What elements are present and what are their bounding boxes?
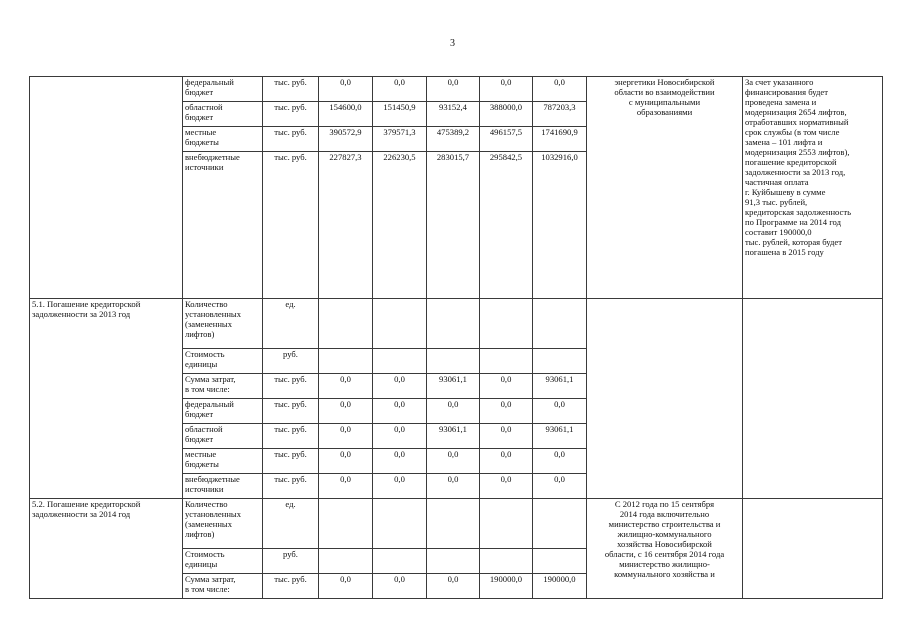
value-cell: 151450,9 (373, 102, 427, 127)
value-cell: 0,0 (319, 574, 373, 599)
indicator-label: Сумма затрат, в том числе: (183, 574, 263, 599)
indicator-label: областной бюджет (183, 424, 263, 449)
value-cell: 93061,1 (533, 374, 587, 399)
indicator-label: Количество установленных (замененных лифтов) (183, 299, 263, 349)
value-cell: 0,0 (319, 399, 373, 424)
value-cell (319, 549, 373, 574)
value-cell: 0,0 (533, 449, 587, 474)
value-cell: 0,0 (427, 449, 480, 474)
value-cell: 0,0 (480, 374, 533, 399)
unit-cell: тыс. руб. (263, 374, 319, 399)
result-cell-empty (743, 299, 883, 499)
value-cell: 0,0 (373, 374, 427, 399)
value-cell: 0,0 (480, 449, 533, 474)
unit-cell: тыс. руб. (263, 102, 319, 127)
value-cell: 1741690,9 (533, 127, 587, 152)
value-cell (533, 549, 587, 574)
value-cell: 190000,0 (480, 574, 533, 599)
value-cell (480, 549, 533, 574)
unit-cell: тыс. руб. (263, 474, 319, 499)
value-cell (480, 349, 533, 374)
executor-cell-empty (587, 299, 743, 499)
value-cell (427, 549, 480, 574)
indicator-label: Стоимость единицы (183, 349, 263, 374)
event-cell-empty (30, 77, 183, 299)
unit-cell: руб. (263, 549, 319, 574)
value-cell: 0,0 (373, 474, 427, 499)
indicator-label: Стоимость единицы (183, 549, 263, 574)
source-label: федеральный бюджет (183, 77, 263, 102)
value-cell: 283015,7 (427, 152, 480, 299)
unit-cell: тыс. руб. (263, 127, 319, 152)
value-cell: 0,0 (480, 474, 533, 499)
value-cell: 388000,0 (480, 102, 533, 127)
value-cell (373, 349, 427, 374)
value-cell: 93061,1 (427, 374, 480, 399)
indicator-label: Количество установленных (замененных лифтов) (183, 499, 263, 549)
source-label: областной бюджет (183, 102, 263, 127)
indicator-label: местные бюджеты (183, 449, 263, 474)
value-cell: 0,0 (427, 399, 480, 424)
unit-cell: тыс. руб. (263, 574, 319, 599)
unit-cell: тыс. руб. (263, 399, 319, 424)
value-cell (373, 499, 427, 549)
table-row (30, 499, 883, 549)
value-cell: 0,0 (427, 474, 480, 499)
value-cell (533, 499, 587, 549)
value-cell: 226230,5 (373, 152, 427, 299)
value-cell (319, 299, 373, 349)
value-cell (533, 299, 587, 349)
value-cell (319, 349, 373, 374)
value-cell: 0,0 (373, 449, 427, 474)
value-cell (480, 499, 533, 549)
section-5-1-title: 5.1. Погашение кредиторской задолженности за 2013 год (30, 299, 183, 499)
value-cell: 0,0 (319, 474, 373, 499)
value-cell: 1032916,0 (533, 152, 587, 299)
value-cell: 190000,0 (533, 574, 587, 599)
result-cell-empty (743, 499, 883, 599)
indicator-label: федеральный бюджет (183, 399, 263, 424)
value-cell: 0,0 (533, 399, 587, 424)
indicator-label: Сумма затрат, в том числе: (183, 374, 263, 399)
result-cell: За счет указанного финансирования будет проведена замена и модернизация 2654 лифтов, отработавших нормативный срок службы (в том числе замена – 101 лифта и модернизация 2553 лифтов), погашение кредиторской задолженности за 2013 год, частичная оплата г. Куйбышеву в сумме 91,3 тыс. рублей, кредиторская задолженность по Программе на 2014 год составит 190000,0 тыс. рублей, которая будет погашена в 2015 году (743, 77, 883, 299)
value-cell: 0,0 (373, 77, 427, 102)
table-row (30, 77, 883, 102)
value-cell: 0,0 (319, 374, 373, 399)
value-cell: 0,0 (319, 449, 373, 474)
value-cell: 475389,2 (427, 127, 480, 152)
value-cell (427, 299, 480, 349)
value-cell: 0,0 (533, 77, 587, 102)
source-label: внебюджетные источники (183, 152, 263, 299)
value-cell: 0,0 (480, 399, 533, 424)
executor-cell: С 2012 года по 15 сентября 2014 года включительно министерство строительства и жилищно-коммунального хозяйства Новосибирской области, с 16 сентября 2014 года министерство жилищно- коммунального хозяйства и (587, 499, 743, 599)
section-5-2-title: 5.2. Погашение кредиторской задолженности за 2014 год (30, 499, 183, 599)
value-cell: 295842,5 (480, 152, 533, 299)
unit-cell: ед. (263, 499, 319, 549)
indicator-label: внебюджетные источники (183, 474, 263, 499)
value-cell: 0,0 (319, 77, 373, 102)
program-table (29, 76, 883, 599)
value-cell (373, 299, 427, 349)
value-cell (427, 349, 480, 374)
value-cell: 0,0 (480, 77, 533, 102)
value-cell (480, 299, 533, 349)
value-cell (533, 349, 587, 374)
value-cell: 496157,5 (480, 127, 533, 152)
value-cell: 0,0 (533, 474, 587, 499)
page-number: 3 (450, 38, 455, 49)
value-cell: 0,0 (427, 574, 480, 599)
value-cell: 93061,1 (533, 424, 587, 449)
value-cell: 379571,3 (373, 127, 427, 152)
value-cell: 390572,9 (319, 127, 373, 152)
unit-cell: тыс. руб. (263, 449, 319, 474)
value-cell: 93152,4 (427, 102, 480, 127)
value-cell: 93061,1 (427, 424, 480, 449)
source-label: местные бюджеты (183, 127, 263, 152)
value-cell: 0,0 (373, 399, 427, 424)
executor-cell: энергетики Новосибирской области во взаимодействии с муниципальными образованиями (587, 77, 743, 299)
value-cell: 227827,3 (319, 152, 373, 299)
value-cell: 0,0 (427, 77, 480, 102)
value-cell: 787203,3 (533, 102, 587, 127)
value-cell: 154600,0 (319, 102, 373, 127)
value-cell: 0,0 (319, 424, 373, 449)
value-cell (319, 499, 373, 549)
unit-cell: тыс. руб. (263, 77, 319, 102)
unit-cell: тыс. руб. (263, 152, 319, 299)
value-cell (427, 499, 480, 549)
table-row (30, 299, 883, 349)
value-cell: 0,0 (373, 574, 427, 599)
value-cell: 0,0 (373, 424, 427, 449)
unit-cell: ед. (263, 299, 319, 349)
value-cell: 0,0 (480, 424, 533, 449)
unit-cell: руб. (263, 349, 319, 374)
unit-cell: тыс. руб. (263, 424, 319, 449)
value-cell (373, 549, 427, 574)
